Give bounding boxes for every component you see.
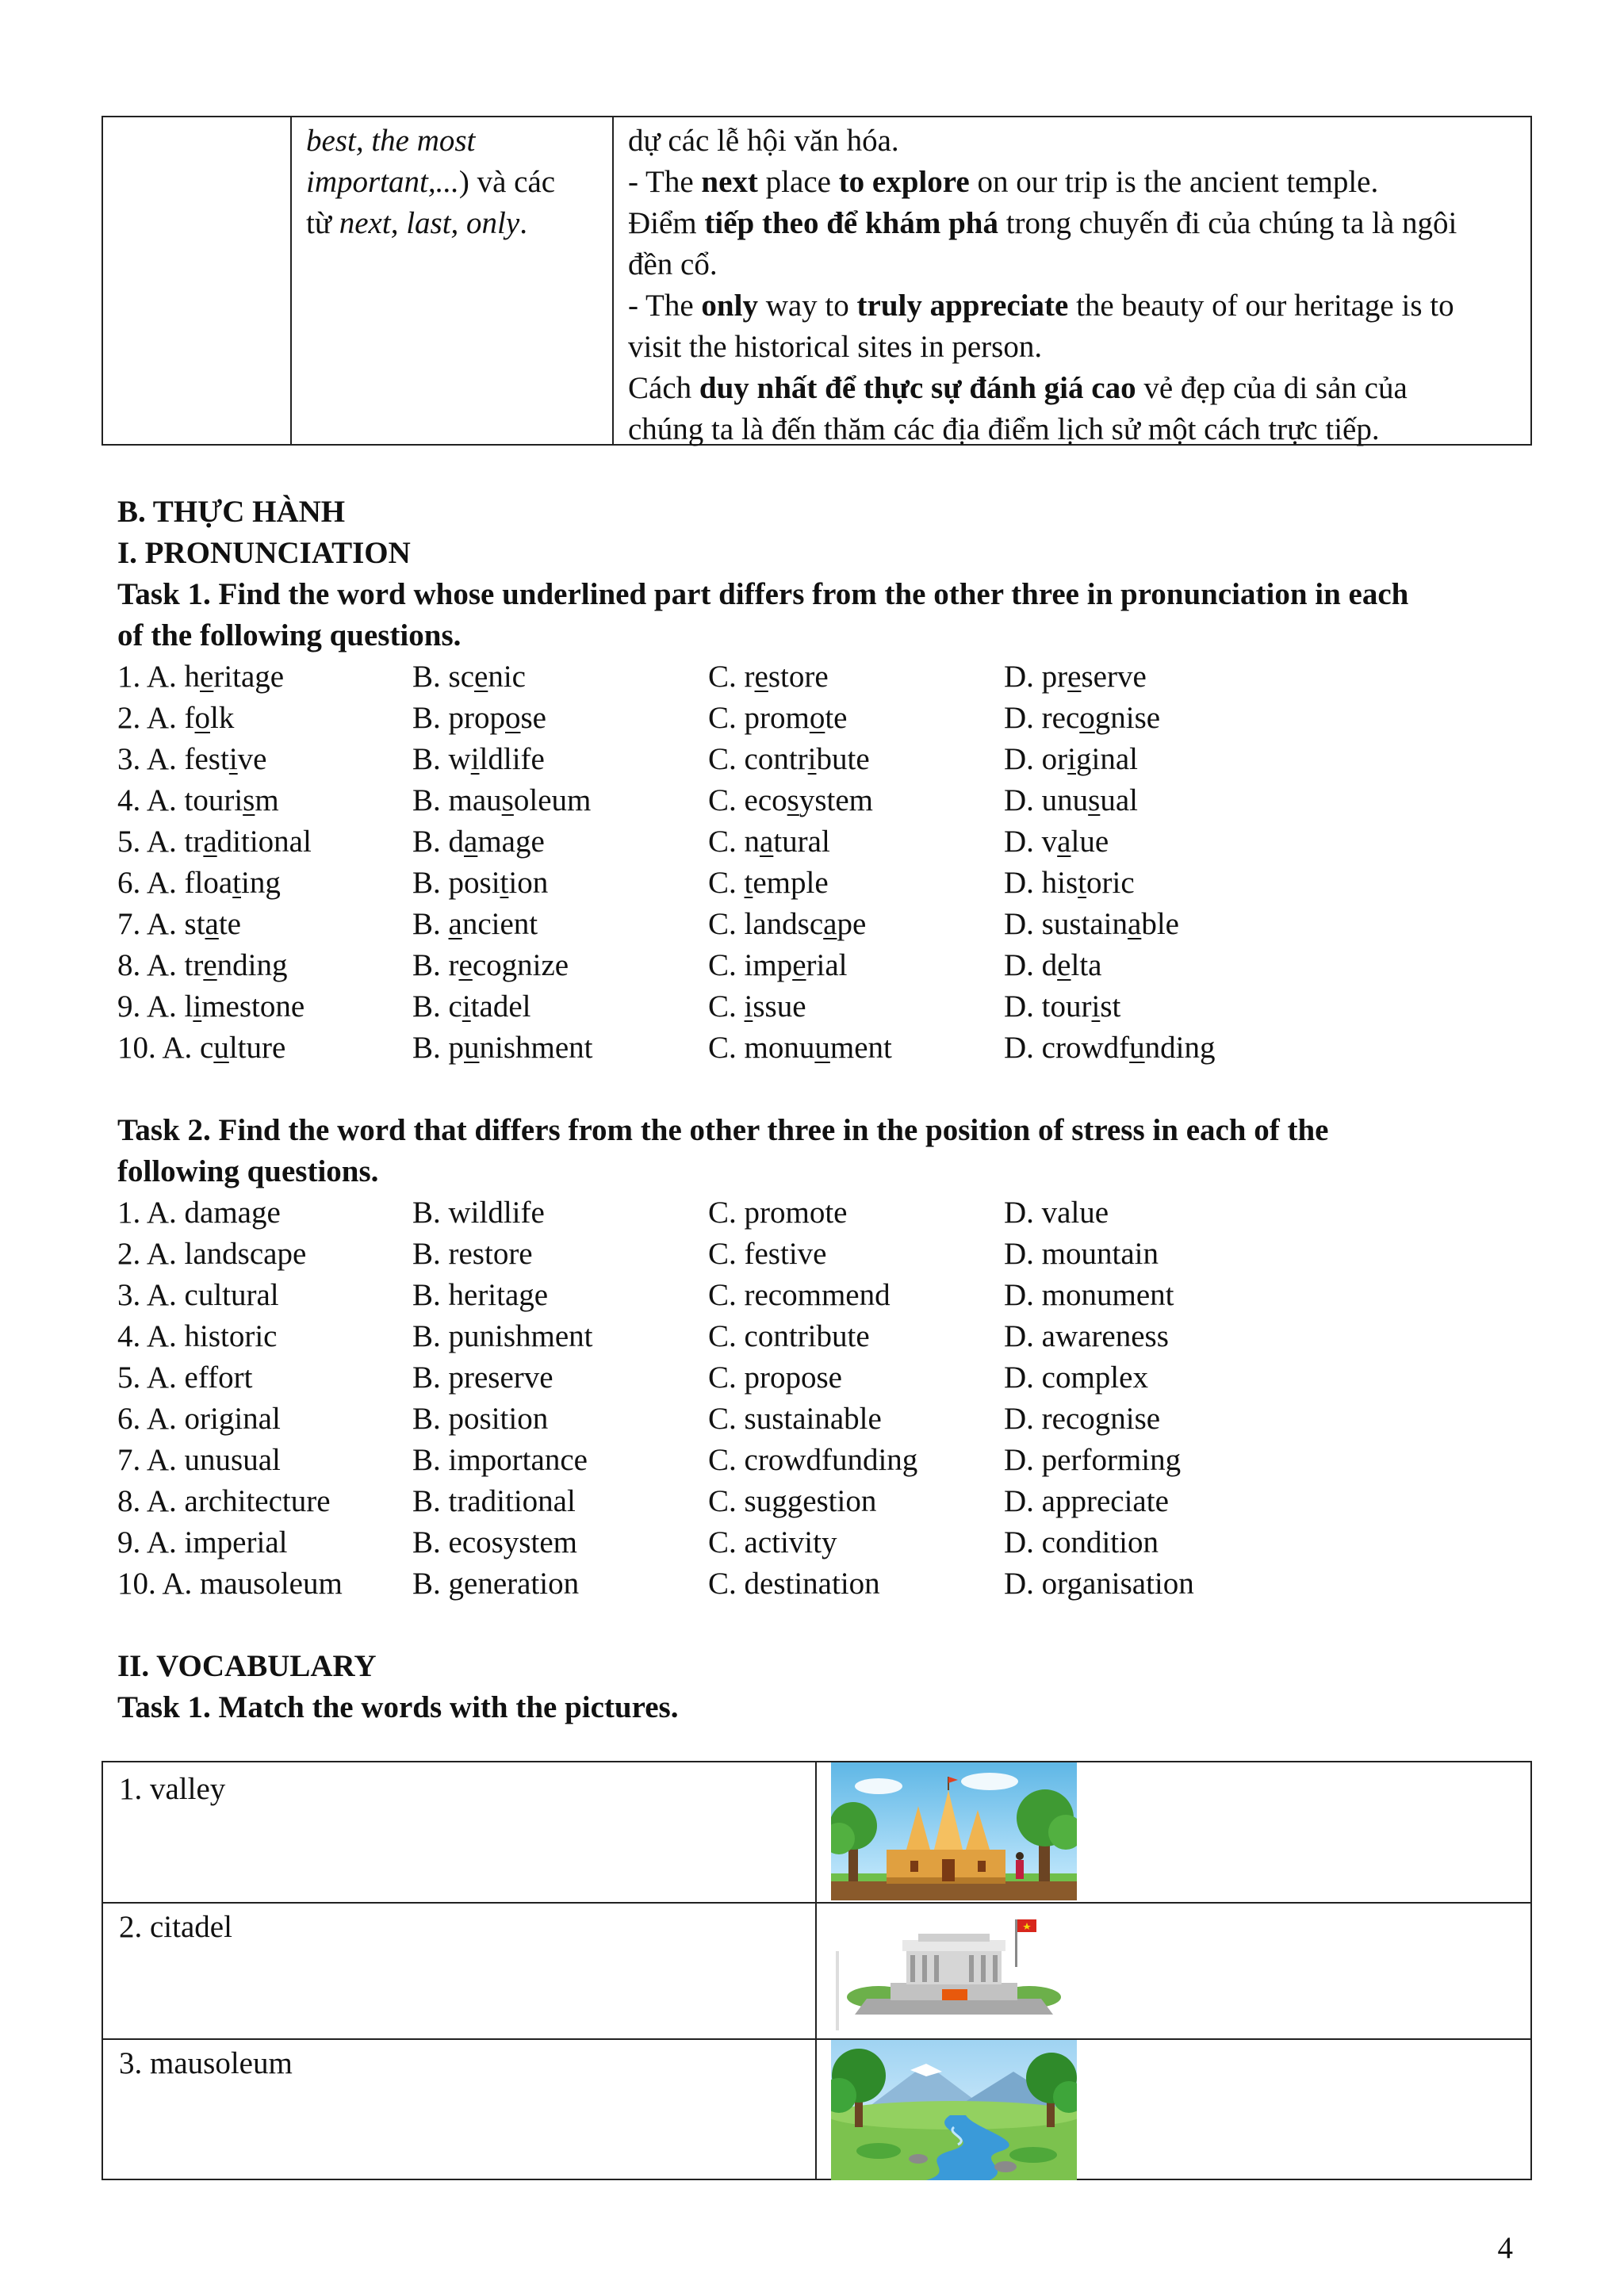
- answer-option: B. generation: [412, 1567, 580, 1601]
- answer-option: 9. A. imperial: [117, 1525, 288, 1559]
- option-text: ncient: [462, 907, 538, 941]
- match-word: 1. valley: [119, 1772, 226, 1806]
- option-text: te: [218, 907, 241, 941]
- answer-option: B. restore: [412, 1237, 533, 1271]
- text-run: duy nhất để thực sự đánh giá cao: [699, 371, 1136, 405]
- text-run: dự các lễ hội văn hóa.: [628, 124, 899, 158]
- option-text: C. r: [708, 660, 755, 694]
- option-text: lk: [210, 701, 235, 735]
- section-heading-pronunciation: I. PRONUNCIATION: [117, 536, 411, 570]
- option-text: D. or: [1004, 742, 1068, 776]
- answer-option: [117, 1027, 285, 1069]
- match-word: 2. citadel: [119, 1910, 232, 1944]
- underlined-part: e: [754, 660, 768, 694]
- underlined-part: u: [1129, 1031, 1145, 1065]
- answer-option: [117, 945, 288, 986]
- text-run: best, the most: [306, 124, 476, 158]
- answer-option: [412, 986, 530, 1027]
- answer-option: B. traditional: [412, 1484, 576, 1518]
- underlined-part: o: [194, 701, 210, 735]
- text-run: .: [519, 206, 527, 240]
- option-text: oric: [1086, 866, 1135, 900]
- underlined-part: e: [203, 948, 217, 982]
- option-text: te: [825, 701, 848, 735]
- text-run: truly appreciate: [856, 289, 1069, 323]
- answer-option: B. heritage: [412, 1278, 549, 1312]
- option-text: C. monu: [708, 1031, 815, 1065]
- option-text: ing: [241, 866, 281, 900]
- answer-option: D. awareness: [1004, 1319, 1169, 1353]
- answer-option: C. activity: [708, 1525, 837, 1559]
- underlined-part: a: [464, 825, 478, 859]
- valley-picture: [831, 2040, 1077, 2180]
- col2-line: [306, 162, 555, 203]
- option-text: C. prom: [708, 701, 810, 735]
- answer-option: [708, 656, 829, 698]
- answer-option: [708, 739, 870, 780]
- text-run: next, last, only: [339, 206, 520, 240]
- mausoleum-picture: [831, 1904, 1077, 2038]
- answer-option: [708, 904, 866, 945]
- text-run: next: [701, 165, 758, 199]
- option-text: se: [520, 701, 546, 735]
- underlined-part: e: [1067, 660, 1082, 694]
- table-divider: [290, 117, 292, 444]
- answer-option: [117, 821, 312, 863]
- answer-option: [412, 656, 526, 698]
- option-text: mage: [477, 825, 545, 859]
- option-text: D. rec: [1004, 701, 1080, 735]
- option-text: tadel: [470, 989, 531, 1024]
- option-text: 3. A. fest: [117, 742, 229, 776]
- answer-option: B. position: [412, 1402, 549, 1436]
- text-run: to explore: [838, 165, 970, 199]
- option-text: st: [1100, 989, 1121, 1024]
- answer-option: D. recognise: [1004, 1402, 1161, 1436]
- option-text: lture: [228, 1031, 286, 1065]
- match-word: 3. mausoleum: [119, 2046, 293, 2080]
- option-text: 1. A. h: [117, 660, 201, 694]
- answer-option: [117, 904, 241, 945]
- option-text: lue: [1071, 825, 1109, 859]
- option-text: D. sustain: [1004, 907, 1128, 941]
- col3-line: [628, 203, 1457, 244]
- option-text: cognize: [472, 948, 569, 982]
- underlined-part: a: [448, 907, 462, 941]
- answer-option: [117, 780, 279, 821]
- option-text: ve: [237, 742, 267, 776]
- answer-option: D. performing: [1004, 1443, 1182, 1477]
- underlined-part: s: [501, 783, 514, 817]
- answer-option: [412, 863, 548, 904]
- text-run: Cách: [628, 371, 699, 405]
- option-text: B. prop: [412, 701, 505, 735]
- answer-option: B. ecosystem: [412, 1525, 577, 1559]
- text-run: từ: [306, 206, 339, 240]
- option-text: D. v: [1004, 825, 1058, 859]
- answer-option: 10. A. mausoleum: [117, 1567, 343, 1601]
- option-text: C. landsc: [708, 907, 824, 941]
- answer-option: C. propose: [708, 1360, 842, 1395]
- underlined-part: e: [792, 948, 806, 982]
- match-table: [102, 1761, 1532, 2180]
- underlined-part: i: [470, 742, 480, 776]
- option-text: ual: [1100, 783, 1139, 817]
- text-run: the beauty of our heritage is to: [1068, 289, 1454, 323]
- answer-option: [708, 821, 830, 863]
- answer-option: [708, 863, 829, 904]
- answer-option: [1004, 780, 1138, 821]
- answer-option: [708, 986, 806, 1027]
- underlined-part: a: [205, 907, 219, 941]
- option-text: nding: [216, 948, 288, 982]
- grammar-rule-cell: [306, 121, 555, 244]
- option-text: ble: [1141, 907, 1179, 941]
- underlined-part: u: [213, 1031, 229, 1065]
- answer-option: C. festive: [708, 1237, 827, 1271]
- text-run: place: [757, 165, 839, 199]
- section-heading-practice: B. THỰC HÀNH: [117, 495, 346, 529]
- vocab-task1-instruction: Task 1. Match the words with the pictures.: [117, 1690, 679, 1724]
- text-run: đền cổ.: [628, 247, 718, 281]
- option-text: C. imp: [708, 948, 793, 982]
- text-run: Điểm: [628, 206, 705, 240]
- col3-line: [628, 368, 1457, 409]
- task1-instruction-cont: of the following questions.: [117, 618, 462, 652]
- text-run: - The: [628, 165, 702, 199]
- text-run: way to: [757, 289, 857, 323]
- answer-option: [117, 739, 266, 780]
- answer-option: C. crowdfunding: [708, 1443, 918, 1477]
- option-text: 7. A. st: [117, 907, 205, 941]
- answer-option: C. suggestion: [708, 1484, 877, 1518]
- answer-option: [412, 904, 538, 945]
- answer-option: [412, 821, 545, 863]
- option-text: D. d: [1004, 948, 1058, 982]
- option-text: tural: [773, 825, 830, 859]
- underlined-part: a: [823, 907, 837, 941]
- option-text: D. crowdf: [1004, 1031, 1130, 1065]
- option-text: ditional: [216, 825, 312, 859]
- underlined-part: a: [1057, 825, 1071, 859]
- answer-option: [117, 986, 304, 1027]
- option-text: B. posi: [412, 866, 500, 900]
- answer-option: D. appreciate: [1004, 1484, 1169, 1518]
- underlined-part: o: [505, 701, 521, 735]
- option-text: 10. A. c: [117, 1031, 214, 1065]
- answer-option: [1004, 863, 1135, 904]
- answer-option: D. value: [1004, 1196, 1109, 1230]
- underlined-part: i: [462, 989, 471, 1024]
- option-text: B. sc: [412, 660, 474, 694]
- option-text: C. n: [708, 825, 760, 859]
- option-text: bute: [816, 742, 870, 776]
- col3-line: [628, 244, 1457, 285]
- table-divider: [103, 2038, 1530, 2040]
- underlined-part: t: [1078, 866, 1087, 900]
- task1-instruction: Task 1. Find the word whose underlined part differs from the other three in pronunciation in each: [117, 577, 1409, 611]
- option-text: D. tour: [1004, 989, 1092, 1024]
- underlined-part: o: [1079, 701, 1095, 735]
- answer-option: D. mountain: [1004, 1237, 1159, 1271]
- col3-line: [628, 285, 1457, 327]
- option-text: 9. A. l: [117, 989, 193, 1024]
- answer-option: [117, 698, 234, 739]
- option-text: 5. A. tr: [117, 825, 204, 859]
- option-text: C. contr: [708, 742, 808, 776]
- option-text: B. d: [412, 825, 465, 859]
- answer-option: [117, 863, 281, 904]
- option-text: ment: [829, 1031, 892, 1065]
- answer-option: C. destination: [708, 1567, 880, 1601]
- underlined-part: i: [744, 989, 753, 1024]
- answer-option: [412, 739, 545, 780]
- answer-option: [412, 698, 546, 739]
- option-text: D. pr: [1004, 660, 1068, 694]
- underlined-part: i: [807, 742, 817, 776]
- answer-option: D. condition: [1004, 1525, 1159, 1559]
- col3-line: [628, 162, 1457, 203]
- answer-option: B. importance: [412, 1443, 588, 1477]
- answer-option: C. contribute: [708, 1319, 870, 1353]
- answer-option: [1004, 698, 1160, 739]
- option-text: B. p: [412, 1031, 465, 1065]
- option-text: 6. A. floa: [117, 866, 233, 900]
- temple-picture: [831, 1762, 1077, 1900]
- underlined-part: a: [760, 825, 774, 859]
- option-text: ginal: [1076, 742, 1138, 776]
- answer-option: [708, 945, 847, 986]
- option-text: nic: [488, 660, 526, 694]
- table-divider: [103, 1902, 1530, 1904]
- col3-line: [628, 121, 1457, 162]
- col3-line: [628, 327, 1457, 368]
- underlined-part: s: [1088, 783, 1101, 817]
- answer-option: [1004, 656, 1147, 698]
- underlined-part: i: [1091, 989, 1101, 1024]
- answer-option: [412, 1027, 593, 1069]
- task2-instruction: Task 2. Find the word that differs from the other three in the position of stress in each of the: [117, 1113, 1329, 1147]
- text-run: tiếp theo để khám phá: [704, 206, 998, 240]
- underlined-part: o: [809, 701, 825, 735]
- option-text: nishment: [479, 1031, 593, 1065]
- answer-option: C. recommend: [708, 1278, 891, 1312]
- col2-line: [306, 121, 555, 162]
- underlined-part: t: [500, 866, 509, 900]
- option-text: ssue: [753, 989, 806, 1024]
- underlined-part: i: [193, 989, 202, 1024]
- answer-option: [1004, 739, 1138, 780]
- task2-instruction-cont: following questions.: [117, 1154, 379, 1188]
- underlined-part: s: [787, 783, 799, 817]
- answer-option: [708, 698, 848, 739]
- option-text: D. his: [1004, 866, 1078, 900]
- option-text: 4. A. touri: [117, 783, 243, 817]
- option-text: B. c: [412, 989, 462, 1024]
- table-divider: [612, 117, 614, 444]
- answer-option: [1004, 986, 1120, 1027]
- underlined-part: t: [232, 866, 241, 900]
- option-text: mestone: [201, 989, 305, 1024]
- text-run: chúng ta là đến thăm các địa điểm lịch sử một cách trực tiếp.: [628, 412, 1380, 446]
- underlined-part: u: [464, 1031, 480, 1065]
- text-run: - The: [628, 289, 702, 323]
- answer-option: 1. A. damage: [117, 1196, 281, 1230]
- answer-option: B. wildlife: [412, 1196, 545, 1230]
- answer-option: C. sustainable: [708, 1402, 882, 1436]
- answer-option: [412, 780, 591, 821]
- page-number: 4: [1497, 2231, 1513, 2265]
- answer-option: D. complex: [1004, 1360, 1148, 1395]
- answer-option: 3. A. cultural: [117, 1278, 279, 1312]
- underlined-part: a: [1128, 907, 1142, 941]
- option-text: B. r: [412, 948, 459, 982]
- option-text: ldlife: [479, 742, 545, 776]
- answer-option: [412, 945, 569, 986]
- text-run: vẻ đẹp của di sản của: [1136, 371, 1408, 405]
- option-text: store: [768, 660, 829, 694]
- option-text: B.: [412, 907, 449, 941]
- text-run: on our trip is the ancient temple.: [969, 165, 1379, 199]
- option-text: oleum: [513, 783, 592, 817]
- option-text: 2. A. f: [117, 701, 195, 735]
- option-text: 8. A. tr: [117, 948, 204, 982]
- text-run: important,...: [306, 165, 459, 199]
- answer-option: 5. A. effort: [117, 1360, 253, 1395]
- answer-option: 7. A. unusual: [117, 1443, 281, 1477]
- underlined-part: a: [203, 825, 217, 859]
- option-text: ion: [508, 866, 549, 900]
- option-text: C. eco: [708, 783, 787, 817]
- answer-option: 2. A. landscape: [117, 1237, 307, 1271]
- option-text: serve: [1081, 660, 1147, 694]
- answer-option: D. organisation: [1004, 1567, 1194, 1601]
- underlined-part: e: [474, 660, 488, 694]
- grammar-table: [102, 116, 1532, 446]
- option-text: ystem: [799, 783, 873, 817]
- option-text: lta: [1071, 948, 1102, 982]
- underlined-part: s: [243, 783, 255, 817]
- text-run: ) và các: [458, 165, 556, 199]
- col3-line: [628, 409, 1457, 450]
- col2-line: [306, 203, 555, 244]
- answer-option: B. preserve: [412, 1360, 553, 1395]
- option-text: m: [255, 783, 279, 817]
- option-text: C.: [708, 866, 745, 900]
- answer-option: [1004, 904, 1179, 945]
- answer-option: [1004, 1027, 1215, 1069]
- text-run: trong chuyến đi của chúng ta là ngôi: [998, 206, 1457, 240]
- underlined-part: i: [1067, 742, 1076, 776]
- underlined-part: e: [1057, 948, 1071, 982]
- answer-option: C. promote: [708, 1196, 848, 1230]
- table-divider: [815, 1762, 817, 2179]
- option-text: nding: [1144, 1031, 1216, 1065]
- underlined-part: e: [200, 660, 214, 694]
- underlined-part: i: [228, 742, 238, 776]
- answer-option: [1004, 821, 1109, 863]
- option-text: ritage: [213, 660, 285, 694]
- answer-option: 8. A. architecture: [117, 1484, 331, 1518]
- grammar-example-cell: [628, 121, 1457, 450]
- underlined-part: t: [744, 866, 753, 900]
- option-text: pe: [837, 907, 867, 941]
- option-text: rial: [806, 948, 848, 982]
- answer-option: [708, 1027, 892, 1069]
- answer-option: [1004, 945, 1101, 986]
- answer-option: D. monument: [1004, 1278, 1174, 1312]
- option-text: gnise: [1094, 701, 1161, 735]
- answer-option: 4. A. historic: [117, 1319, 278, 1353]
- text-run: visit the historical sites in person.: [628, 330, 1043, 364]
- answer-option: B. punishment: [412, 1319, 593, 1353]
- option-text: C.: [708, 989, 745, 1024]
- option-text: B. w: [412, 742, 471, 776]
- underlined-part: u: [814, 1031, 830, 1065]
- option-text: D. unu: [1004, 783, 1089, 817]
- section-heading-vocabulary: II. VOCABULARY: [117, 1649, 377, 1683]
- answer-option: [708, 780, 873, 821]
- answer-option: 6. A. original: [117, 1402, 281, 1436]
- underlined-part: e: [458, 948, 473, 982]
- answer-option: [117, 656, 284, 698]
- option-text: emple: [753, 866, 829, 900]
- text-run: only: [701, 289, 758, 323]
- option-text: B. mau: [412, 783, 502, 817]
